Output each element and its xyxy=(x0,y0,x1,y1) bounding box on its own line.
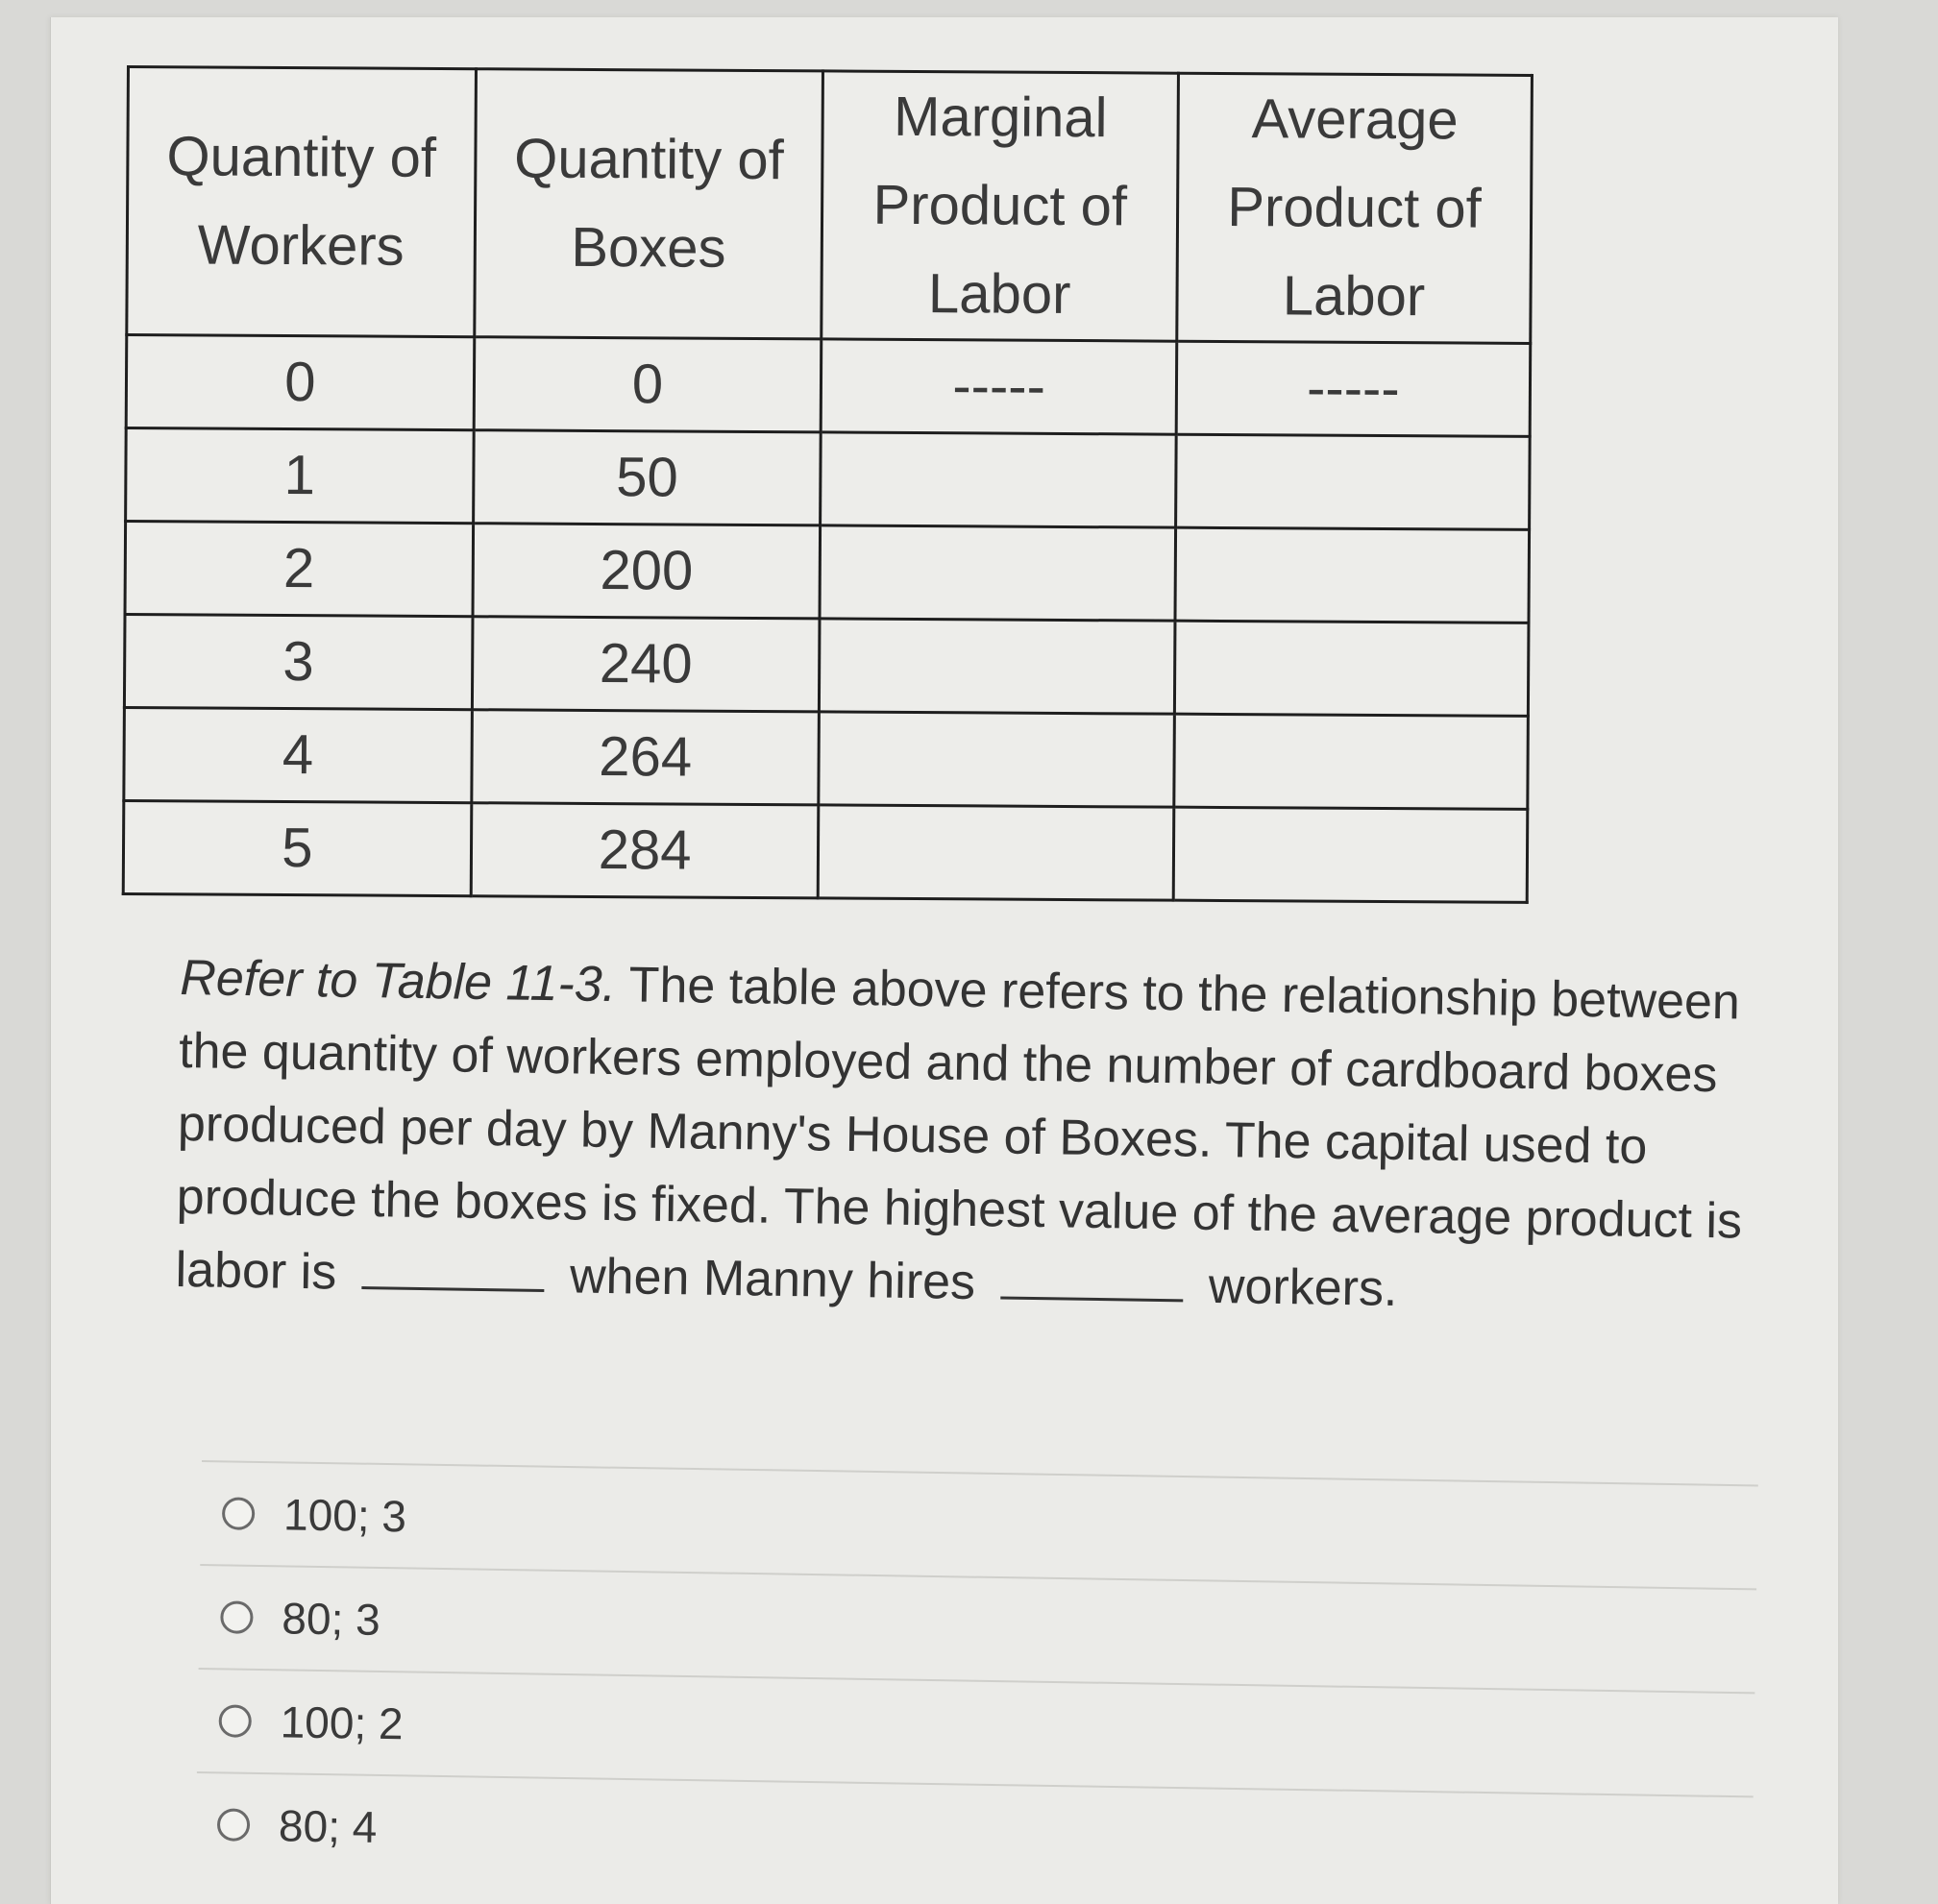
header-line: Quantity of xyxy=(166,125,437,189)
table-cell xyxy=(820,525,1175,621)
table-cell: 5 xyxy=(123,800,471,895)
table-row xyxy=(126,335,1531,437)
answer-blank-1 xyxy=(361,1246,545,1292)
table-cell: 50 xyxy=(473,430,821,525)
table-cell: 264 xyxy=(472,710,820,805)
table-cell: 3 xyxy=(124,614,472,709)
table-cell xyxy=(1173,807,1528,902)
table-cell: 2 xyxy=(125,522,473,617)
table-cell: ----- xyxy=(822,339,1177,434)
header-line: Labor xyxy=(1282,264,1426,329)
answer-option-label: 100; 3 xyxy=(282,1489,407,1542)
table-cell xyxy=(1174,621,1529,716)
answer-blank-2 xyxy=(1000,1256,1184,1302)
table-cell xyxy=(1175,527,1530,622)
answer-option-label: 100; 2 xyxy=(280,1697,405,1749)
table-cell: 0 xyxy=(474,337,822,432)
header-average-product xyxy=(1177,73,1533,343)
header-line: Quantity of xyxy=(514,127,784,192)
answer-option-label: 80; 3 xyxy=(282,1593,381,1645)
table-row xyxy=(126,428,1531,530)
table-row xyxy=(125,522,1530,623)
header-line: Boxes xyxy=(571,215,726,280)
table-cell xyxy=(1175,434,1530,529)
table-cell xyxy=(819,712,1174,807)
answer-options xyxy=(195,1460,1758,1899)
table-cell: 240 xyxy=(472,617,820,712)
header-line: Product of xyxy=(872,173,1128,238)
header-quantity-of-workers xyxy=(127,67,476,337)
question-text xyxy=(175,941,1766,1331)
table-cell xyxy=(1174,714,1529,809)
header-line: Workers xyxy=(197,213,405,278)
table-row xyxy=(124,707,1529,809)
answer-option-label: 80; 4 xyxy=(278,1800,378,1852)
table-row xyxy=(124,614,1529,716)
radio-button-icon[interactable] xyxy=(220,1600,254,1634)
table-cell: 200 xyxy=(473,524,821,619)
radio-button-icon[interactable] xyxy=(218,1704,252,1738)
header-line: Product of xyxy=(1227,175,1482,240)
header-line: Marginal xyxy=(893,85,1108,150)
header-line: Labor xyxy=(927,262,1071,327)
table-header-row xyxy=(127,67,1533,344)
header-quantity-of-boxes xyxy=(474,69,822,339)
question-text-part-2: when Manny hires xyxy=(569,1248,976,1311)
table-cell: 0 xyxy=(126,335,474,430)
table-cell xyxy=(819,805,1174,900)
production-table xyxy=(122,65,1533,904)
table-cell: 1 xyxy=(126,428,474,524)
question-text-part-3: workers. xyxy=(1208,1257,1398,1317)
radio-button-icon[interactable] xyxy=(217,1808,251,1842)
table-cell: 4 xyxy=(124,707,472,802)
table-cell xyxy=(821,432,1176,527)
table-cell xyxy=(820,619,1175,714)
table-row xyxy=(123,800,1528,902)
table-reference: Refer to Table 11-3. xyxy=(179,949,617,1013)
question-text-part-1: The table above refers to the relationship between the quantity of workers employed and the number of cardboard boxes produced per day by Manny's House of Boxes. The capital used to produce the boxes is fixed. The highest value of the average product is labor is xyxy=(175,957,1743,1301)
header-line: Average xyxy=(1251,87,1459,152)
table-cell: 284 xyxy=(471,803,819,898)
table-cell: ----- xyxy=(1176,341,1531,436)
radio-button-icon[interactable] xyxy=(222,1497,256,1530)
header-marginal-product xyxy=(822,71,1178,341)
